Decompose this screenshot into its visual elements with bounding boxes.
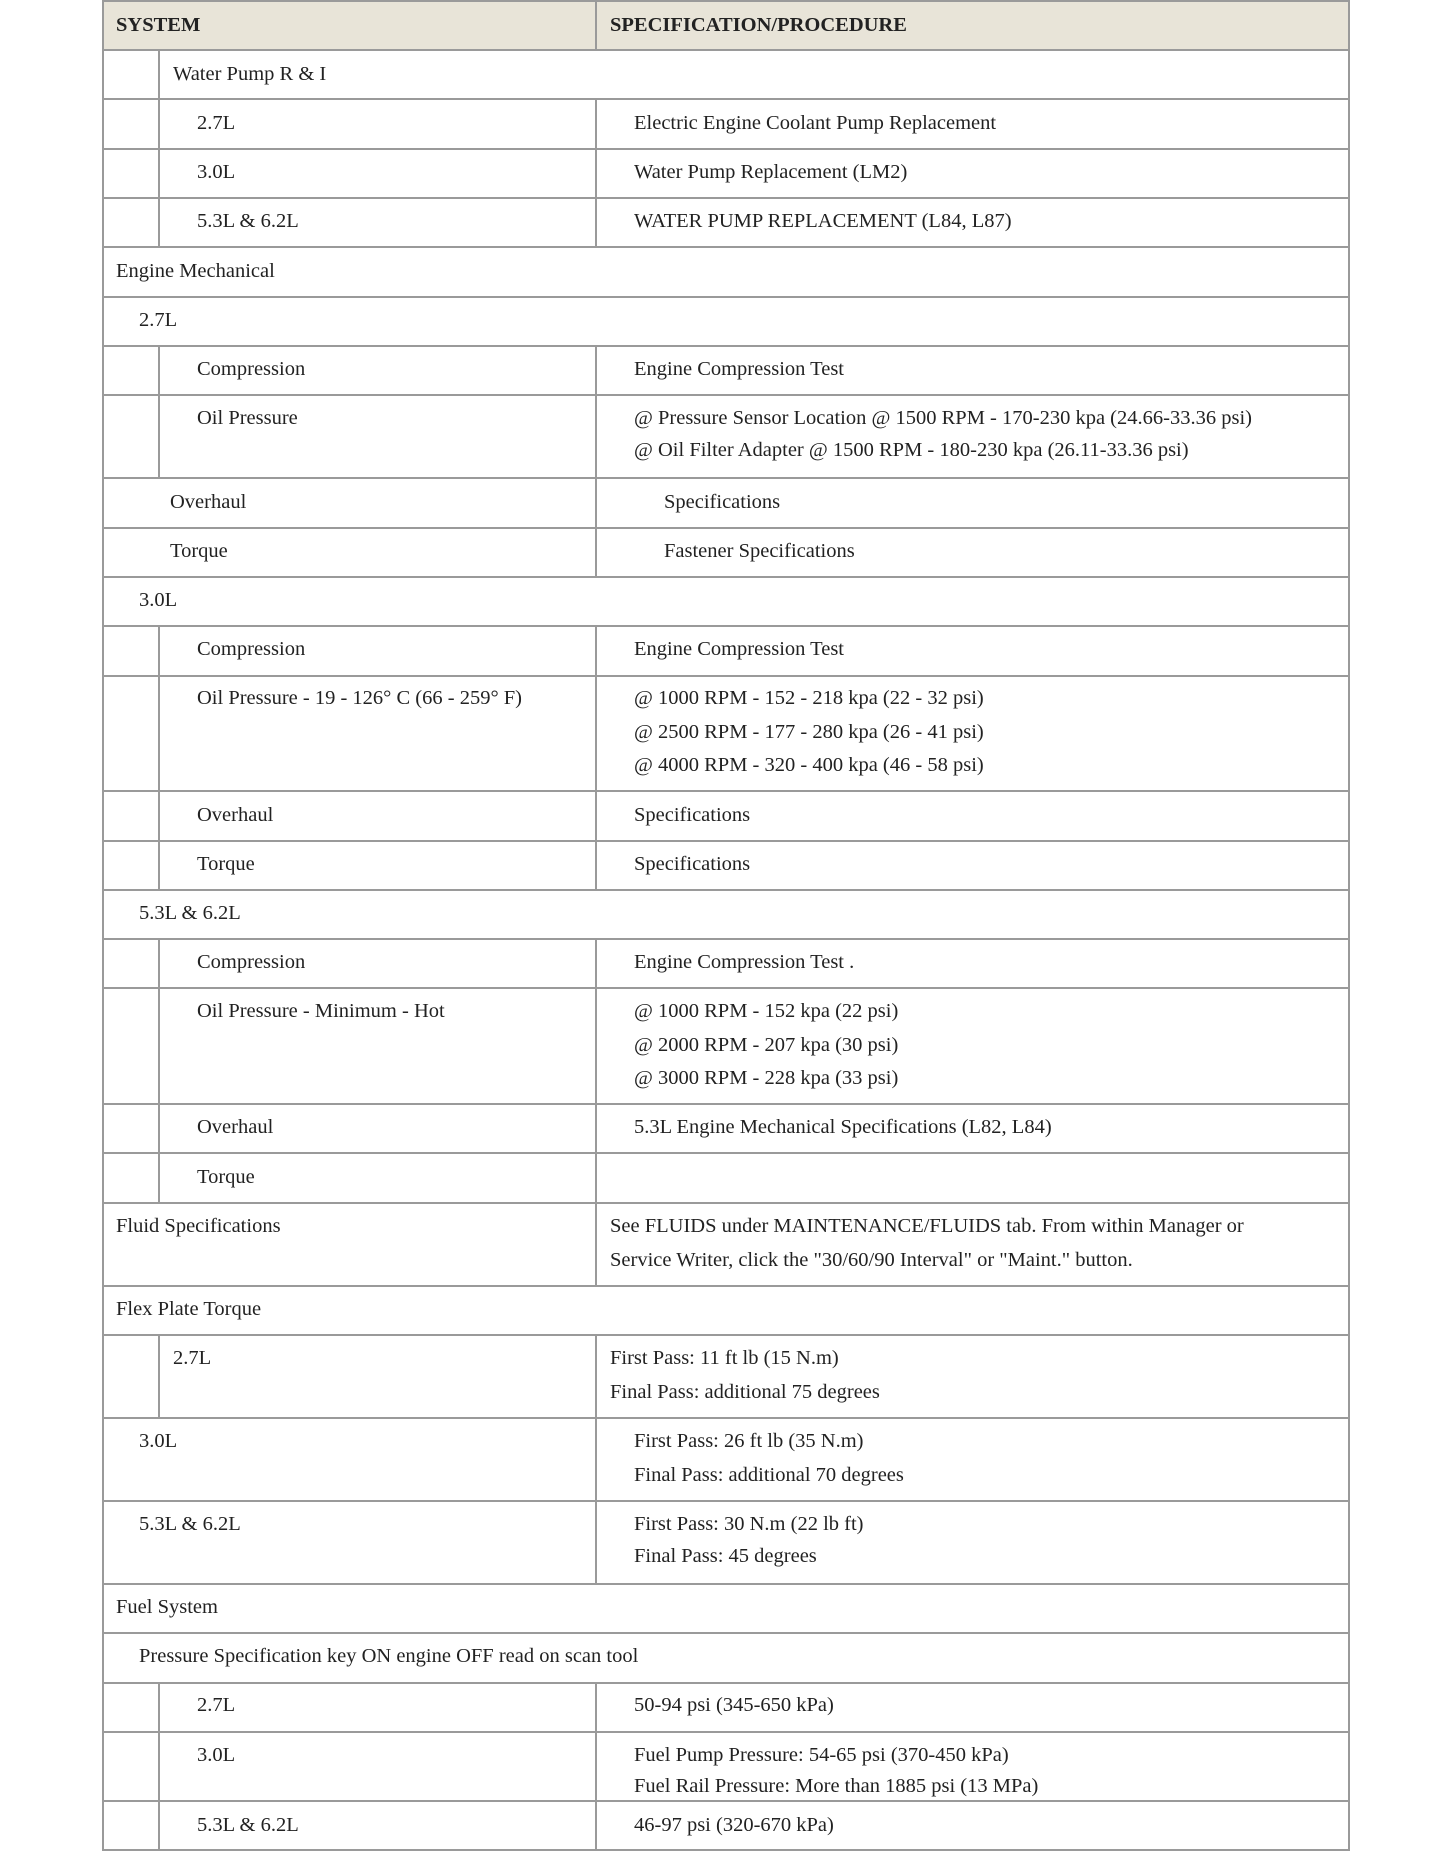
spec-link[interactable]: 5.3L Engine Mechanical Specifications (L82, L84): [634, 1116, 1052, 1138]
row-divider: [102, 1103, 1350, 1105]
row-divider: [102, 1849, 1350, 1851]
indent-divider: [158, 1334, 160, 1418]
spec-line: Fuel Rail Pressure: More than 1885 psi (13 MPa): [634, 1775, 1039, 1797]
row-divider: [102, 1632, 1350, 1634]
section-fluid-specifications: Fluid Specifications: [116, 1215, 281, 1237]
spec-line: @ Pressure Sensor Location @ 1500 RPM - 170-230 kpa (24.66-33.36 psi): [634, 407, 1252, 429]
spec-line: Final Pass: 45 degrees: [634, 1545, 817, 1567]
row-divider: [102, 1583, 1350, 1585]
column-divider: [595, 98, 597, 247]
system-label: 2.7L: [197, 112, 236, 134]
row-divider: [102, 394, 1350, 396]
table-right-border: [1348, 0, 1350, 1851]
system-label: Oil Pressure - 19 - 126° C (66 - 259° F): [197, 687, 523, 709]
spec-link[interactable]: Electric Engine Coolant Pump Replacement: [634, 112, 997, 134]
row-divider: [102, 1202, 1350, 1204]
spec-link[interactable]: Fastener Specifications: [664, 540, 855, 562]
spec-line: First Pass: 11 ft lb (15 N.m): [610, 1347, 839, 1369]
spec-line: @ Oil Filter Adapter @ 1500 RPM - 180-230 kpa (26.11-33.36 psi): [634, 439, 1189, 461]
row-divider: [102, 246, 1350, 248]
row-divider: [102, 987, 1350, 989]
spec-link[interactable]: Specifications: [634, 804, 751, 826]
spec-line: Final Pass: additional 70 degrees: [634, 1464, 904, 1486]
header-system: SYSTEM: [116, 14, 201, 36]
system-label: Overhaul: [170, 491, 247, 513]
system-label: Oil Pressure: [197, 407, 298, 429]
system-label: Compression: [197, 638, 306, 660]
subsection-label: 3.0L: [139, 589, 178, 611]
spec-link[interactable]: Specifications: [664, 491, 781, 513]
row-divider: [102, 1731, 1350, 1733]
system-label: 5.3L & 6.2L: [197, 210, 299, 232]
system-label: 5.3L & 6.2L: [197, 1814, 299, 1836]
row-divider: [102, 1334, 1350, 1336]
spec-line: @ 3000 RPM - 228 kpa (33 psi): [634, 1067, 899, 1089]
system-label: 2.7L: [197, 1694, 236, 1716]
system-label: Oil Pressure - Minimum - Hot: [197, 1000, 445, 1022]
column-divider: [595, 1682, 597, 1851]
row-divider: [102, 527, 1350, 529]
spec-link[interactable]: WATER PUMP REPLACEMENT (L84, L87): [634, 210, 1012, 232]
system-label: Compression: [197, 358, 306, 380]
row-divider: [102, 1285, 1350, 1287]
indent-divider: [158, 49, 160, 247]
system-label: Compression: [197, 951, 306, 973]
system-label: Torque: [197, 853, 255, 875]
row-divider: [102, 1682, 1350, 1684]
spec-value: 50-94 psi (345-650 kPa): [634, 1694, 834, 1716]
row-divider: [102, 0, 1350, 2]
row-divider: [102, 1417, 1350, 1419]
system-label: 2.7L: [173, 1347, 212, 1369]
row-divider: [102, 296, 1350, 298]
indent-divider: [158, 1682, 160, 1851]
system-label: Overhaul: [197, 1116, 274, 1138]
row-divider: [102, 148, 1350, 150]
spec-value: 46-97 psi (320-670 kPa): [634, 1814, 834, 1836]
section-fuel-system: Fuel System: [116, 1596, 218, 1618]
system-label: Overhaul: [197, 804, 274, 826]
spec-line: Final Pass: additional 75 degrees: [610, 1381, 880, 1403]
spec-link[interactable]: Engine Compression Test: [634, 358, 845, 380]
subsection-label: 5.3L & 6.2L: [139, 902, 241, 924]
system-label: Torque: [197, 1166, 255, 1188]
row-divider: [102, 790, 1350, 792]
row-divider: [102, 675, 1350, 677]
row-divider: [102, 840, 1350, 842]
row-divider: [102, 197, 1350, 199]
row-divider: [102, 477, 1350, 479]
section-engine-mechanical: Engine Mechanical: [116, 260, 275, 282]
spec-line: First Pass: 30 N.m (22 lb ft): [634, 1513, 864, 1535]
spec-line: @ 4000 RPM - 320 - 400 kpa (46 - 58 psi): [634, 754, 984, 776]
spec-line: @ 2500 RPM - 177 - 280 kpa (26 - 41 psi): [634, 721, 984, 743]
system-label: 3.0L: [197, 161, 236, 183]
subsection-label: Pressure Specification key ON engine OFF read on scan tool: [139, 1645, 639, 1667]
column-divider: [595, 1334, 597, 1583]
spec-line: Service Writer, click the "30/60/90 Interval" or "Maint." button.: [610, 1249, 1133, 1271]
system-label: 3.0L: [197, 1744, 236, 1766]
indent-divider: [158, 345, 160, 478]
spec-link[interactable]: Engine Compression Test: [634, 638, 845, 660]
spec-line: @ 1000 RPM - 152 kpa (22 psi): [634, 1000, 899, 1022]
column-divider: [595, 345, 597, 576]
row-divider: [102, 345, 1350, 347]
row-divider: [102, 625, 1350, 627]
spec-link[interactable]: Water Pump Replacement (LM2): [634, 161, 908, 183]
spec-link[interactable]: Specifications: [634, 853, 751, 875]
column-divider: [595, 938, 597, 1285]
system-label: 5.3L & 6.2L: [139, 1513, 241, 1535]
row-divider: [102, 1500, 1350, 1502]
row-divider: [102, 1152, 1350, 1154]
row-divider: [102, 576, 1350, 578]
system-water-pump: Water Pump R & I: [173, 63, 327, 85]
spec-line: @ 2000 RPM - 207 kpa (30 psi): [634, 1034, 899, 1056]
spec-line: @ 1000 RPM - 152 - 218 kpa (22 - 32 psi): [634, 687, 984, 709]
spec-line: First Pass: 26 ft lb (35 N.m): [634, 1430, 864, 1452]
system-label: 3.0L: [139, 1430, 178, 1452]
column-divider: [595, 625, 597, 889]
header-specification: SPECIFICATION/PROCEDURE: [610, 14, 907, 36]
row-divider: [102, 98, 1350, 100]
spec-link[interactable]: Engine Compression Test .: [634, 951, 855, 973]
row-divider: [102, 938, 1350, 940]
table-left-border: [102, 0, 104, 1851]
subsection-label: 2.7L: [139, 309, 178, 331]
indent-divider: [158, 625, 160, 889]
indent-divider: [158, 938, 160, 1202]
row-divider: [102, 889, 1350, 891]
row-divider: [102, 49, 1350, 51]
spec-line: See FLUIDS under MAINTENANCE/FLUIDS tab. From within Manager or: [610, 1215, 1244, 1237]
spec-table: [102, 0, 1350, 1851]
section-flex-plate-torque: Flex Plate Torque: [116, 1298, 262, 1320]
column-divider: [595, 0, 597, 50]
spec-line: Fuel Pump Pressure: 54-65 psi (370-450 kPa): [634, 1744, 1009, 1766]
system-label: Torque: [170, 540, 228, 562]
